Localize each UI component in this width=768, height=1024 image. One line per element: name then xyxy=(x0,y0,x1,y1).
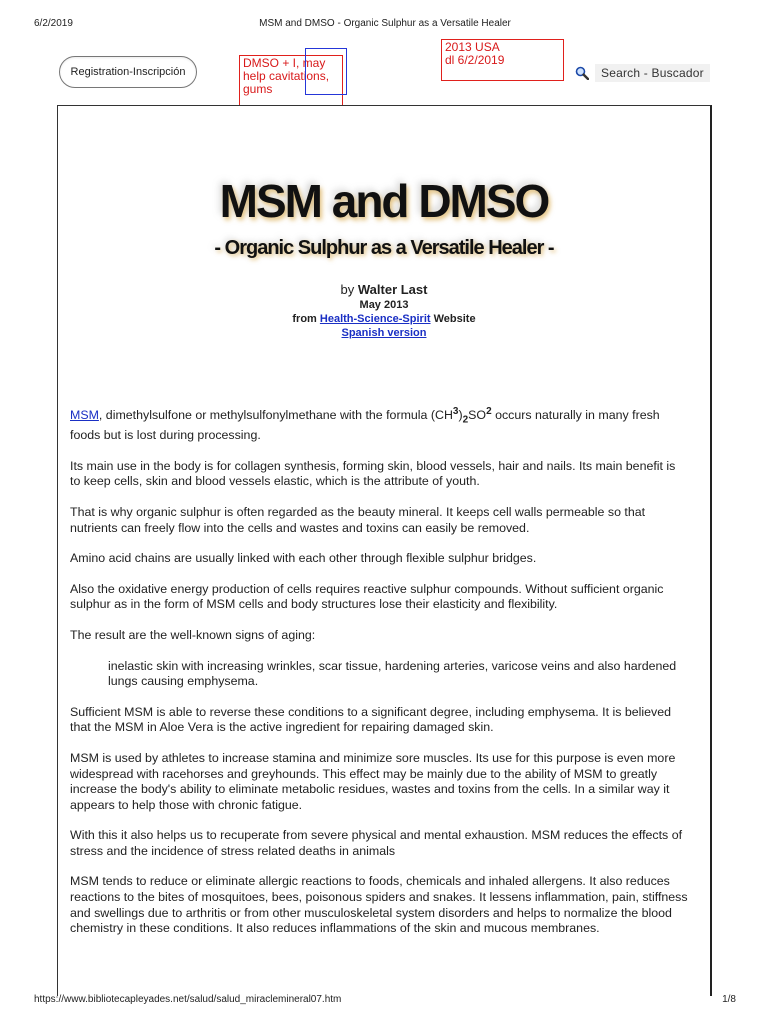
spanish-version-line xyxy=(58,327,710,339)
paragraph-1-text-a: , dimethylsulfone or methylsulfonylmethane with the formula (CH xyxy=(98,408,453,423)
paragraph-9: MSM is used by athletes to increase stamina and minimize sore muscles. Its use for this purpose is even more widespread with racehorses and greyhounds. This effect may be mainly due to the ability of MSM to greatly increase the body's ability to eliminate metabolic residues, wastes and toxins from the cells. In a similar way it appears to help those with chronic fatigue. xyxy=(70,750,676,812)
source-prefix: from xyxy=(292,313,317,325)
paragraph-3: That is why organic sulphur is often regarded as the beauty mineral. It keeps cell walls permeable so that nutrients can freely flow into the cells and wastes and toxins can easily be removed. xyxy=(70,504,646,535)
paragraph-4: Amino acid chains are usually linked with each other through flexible sulphur bridges. xyxy=(70,551,537,566)
annotation-note-dmso: DMSO + I, may help cavitations, gums xyxy=(239,55,343,106)
spanish-version-link[interactable]: Spanish version xyxy=(341,327,427,339)
annotation-blue-box xyxy=(305,48,347,95)
search-icon xyxy=(575,66,589,80)
paragraph-1-text-c: SO xyxy=(468,408,487,423)
page-url: https://www.bibliotecapleyades.net/salud/salud_miraclemineral07.htm xyxy=(34,994,342,1005)
source-suffix: Website xyxy=(433,313,476,325)
formula-sup-2: 2 xyxy=(486,406,492,417)
registration-button[interactable]: Registration-Inscripción xyxy=(59,56,197,88)
search-label: Search - Buscador xyxy=(595,64,710,82)
article-title: MSM and DMSO xyxy=(219,175,549,227)
formula-sup-1: 3 xyxy=(452,406,459,417)
msm-link[interactable]: MSM xyxy=(70,408,99,423)
article-subtitle: - Organic Sulphur as a Versatile Healer - xyxy=(214,237,554,259)
print-header xyxy=(34,18,736,29)
byline xyxy=(58,282,710,297)
paragraph-1 xyxy=(70,404,688,444)
annotation-note-date xyxy=(441,39,564,81)
paragraph-11: MSM tends to reduce or eliminate allergic reactions to foods, chemicals and inhaled allergens. It also reduces reactions to the bites of mosquitoes, bees, poisonous spiders and snakes. It lessens inflammation, pain, stiffness and swellings due to arthritis or from other musculoskeletal system disorders and helps to normalize the blood chemistry in these conditions. It also reduces inflammations of the skin and mucous membranes. xyxy=(70,874,688,936)
paragraph-7: inelastic skin with increasing wrinkles, scar tissue, hardening arteries, varicose veins and also hardened lungs causing emphysema. xyxy=(108,658,677,689)
paragraph-1-text-b: ) xyxy=(458,408,463,423)
formula-sub: 2 xyxy=(462,414,469,426)
article-body xyxy=(70,404,688,952)
byline-prefix: by xyxy=(340,282,355,297)
paragraph-8: Sufficient MSM is able to reverse these conditions to a significant degree, including emphysema. It is believed that the MSM in Aloe Vera is the active ingredient for repairing damaged skin. xyxy=(70,704,672,735)
print-date: 6/2/2019 xyxy=(34,18,73,29)
annotation-note-line2: dl 6/2/2019 xyxy=(445,53,505,67)
page-number: 1/8 xyxy=(722,994,736,1005)
article-frame xyxy=(57,105,712,996)
article-date: May 2013 xyxy=(359,299,409,311)
paragraph-1-text-d: occurs naturally in many fresh foods but is lost during processing. xyxy=(70,408,660,443)
search-link[interactable] xyxy=(575,63,710,83)
paragraph-2: Its main use in the body is for collagen synthesis, forming skin, blood vessels, hair and nails. Its main benefit is to keep cells, skin and blood vessels elastic, which is the attribute of youth. xyxy=(70,458,676,489)
paragraph-6: The result are the well-known signs of aging: xyxy=(70,627,316,642)
annotation-note-line1: 2013 USA xyxy=(445,40,500,54)
print-title: MSM and DMSO - Organic Sulphur as a Versatile Healer xyxy=(259,18,511,29)
source-line xyxy=(58,313,710,325)
author-name: Walter Last xyxy=(357,282,428,297)
source-link[interactable]: Health-Science-Spirit xyxy=(319,313,431,325)
paragraph-10: With this it also helps us to recuperate from severe physical and mental exhaustion. MSM reduces the effects of stress and the incidence of stress related deaths in animals xyxy=(70,828,683,858)
paragraph-5: Also the oxidative energy production of cells requires reactive sulphur compounds. Without sufficient organic sulphur as in the form of MSM cells and body structures lose their elasticity and flexibility. xyxy=(70,581,664,612)
print-footer xyxy=(34,994,736,1005)
